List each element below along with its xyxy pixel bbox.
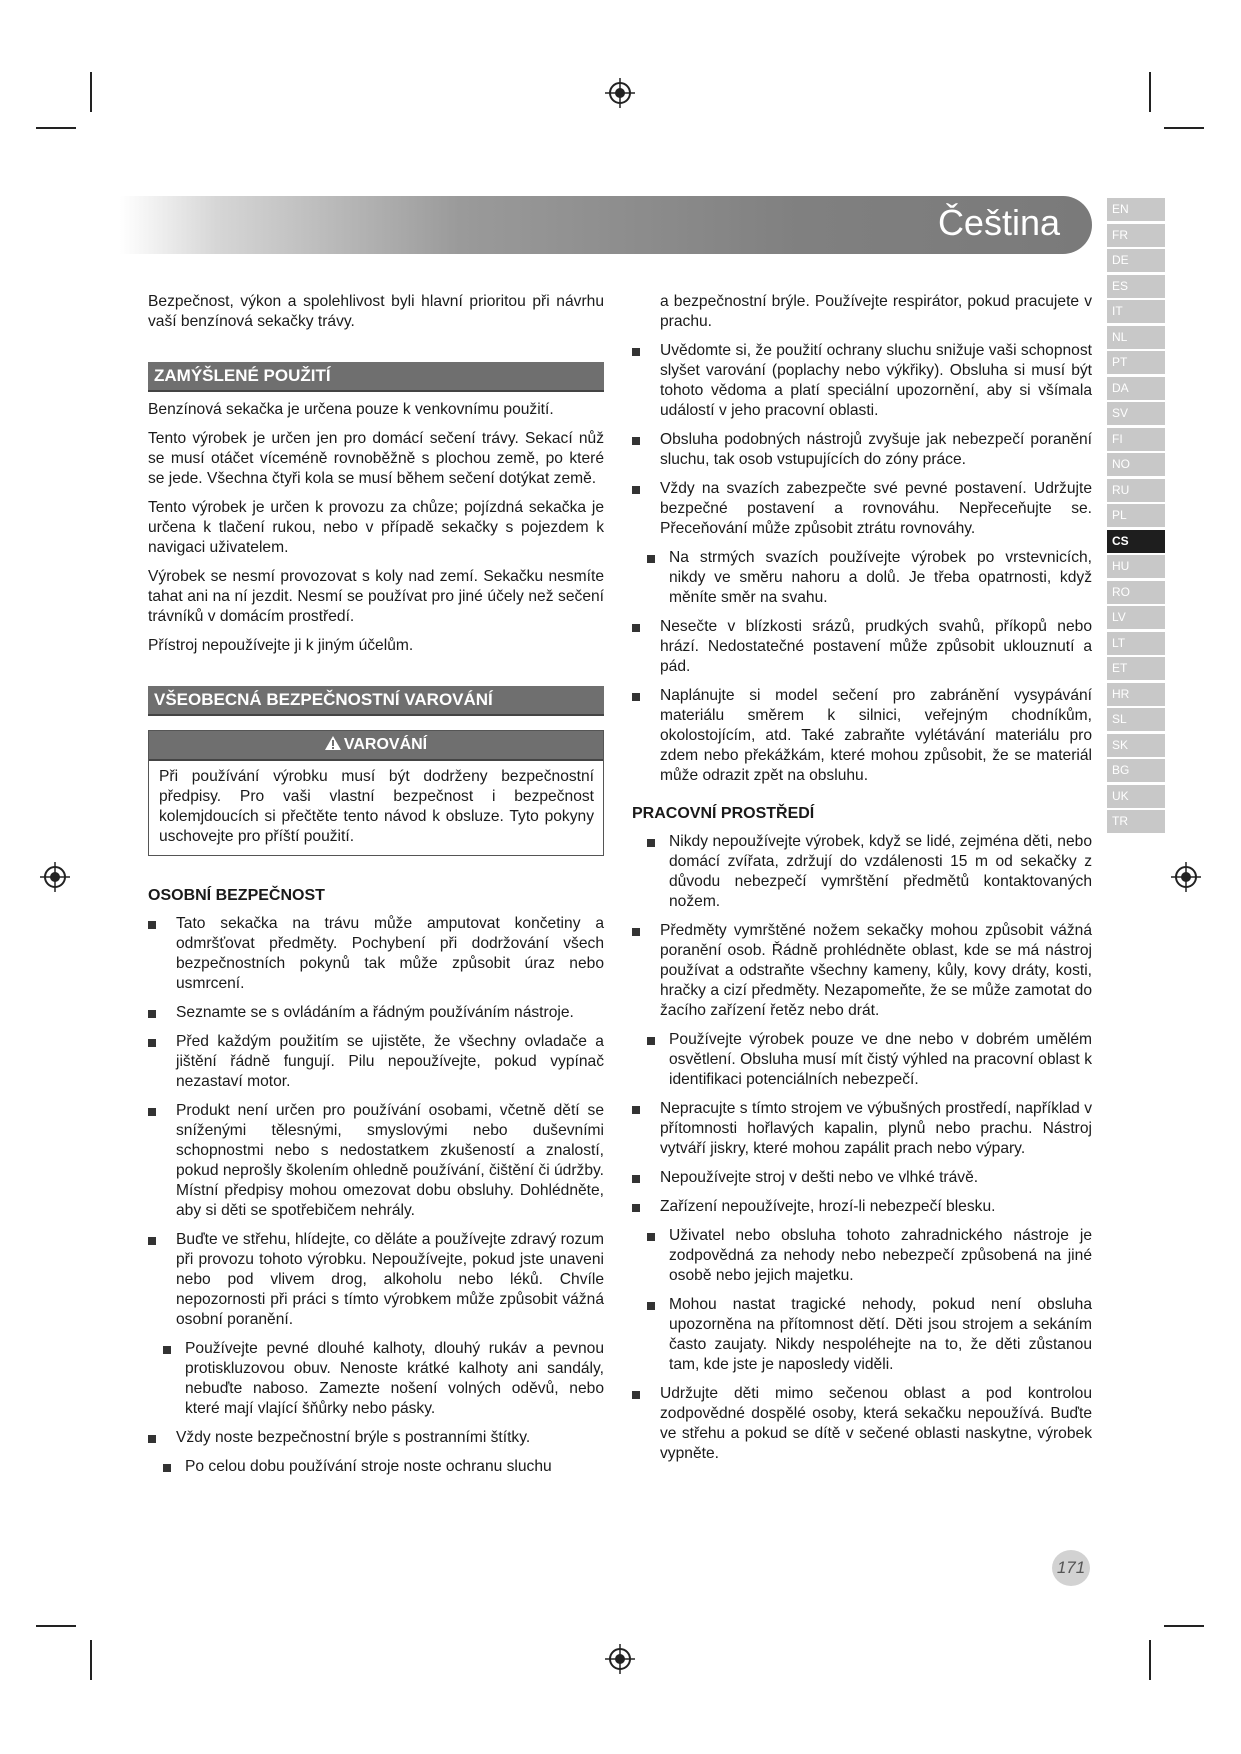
list-item: Mohou nastat tragické nehody, pokud není obsluha upozorněna na přítomnost dětí. Děti jsou strojem a sekáním často zaujaty. Nikdy nespoléhejte na to, že děti zůstanou tam, kde jste je naposledy viděli. bbox=[632, 1295, 1092, 1375]
language-tab-da[interactable]: DA bbox=[1107, 377, 1165, 400]
section-heading-work-area: PRACOVNÍ PROSTŘEDÍ bbox=[632, 805, 815, 822]
list-item: Zařízení nepoužívejte, hrozí-li nebezpečí blesku. bbox=[632, 1197, 1092, 1217]
right-column bbox=[632, 292, 1092, 1473]
section-heading-intended-use: ZAMÝŠLENÉ POUŽITÍ bbox=[148, 362, 604, 392]
language-tabs bbox=[1107, 198, 1165, 836]
list-item: Používejte pevné dlouhé kalhoty, dlouhý rukáv a pevnou protiskluzovou obuv. Nenoste krátké kalhoty ani sandály, nebuďte naboso. Zamezte nošení volných oděvů, nebo které mají vlající šňůrky nebo pásky. bbox=[148, 1339, 604, 1419]
left-column bbox=[148, 292, 604, 1486]
intended-use-paragraph: Výrobek se nesmí provozovat s koly nad zemí. Sekačku nesmíte tahat ani na ní jezdit. Nesmí se používat pro jiné účely než sečení trávníků v domácím prostředí. bbox=[148, 568, 604, 625]
list-item: Uživatel nebo obsluha tohoto zahradnického nástroje je zodpovědná za nehody nebo nebezpečí způsobená na jiné osobě nebo jejich majetku. bbox=[632, 1226, 1092, 1286]
crop-mark bbox=[1164, 127, 1204, 129]
language-tab-en[interactable]: EN bbox=[1107, 198, 1165, 221]
list-item: Nikdy nepoužívejte výrobek, když se lidé, zejména děti, nebo domácí zvířata, zdržují do vzdálenosti 15 m od sekačky z důvodu nebezpečí vymrštění předmětů kontaktovaných nožem. bbox=[632, 832, 1092, 912]
registration-mark-icon bbox=[1171, 862, 1201, 892]
list-item: Vždy noste bezpečnostní brýle s postranními štítky. bbox=[148, 1428, 604, 1448]
crop-mark bbox=[36, 1625, 76, 1627]
language-tab-ro[interactable]: RO bbox=[1107, 581, 1165, 604]
list-item: Nesečte v blízkosti srázů, prudkých svahů, příkopů nebo hrází. Nedostatečné postavení může způsobit uklouznutí a pád. bbox=[632, 617, 1092, 677]
list-item: Nepoužívejte stroj v dešti nebo ve vlhké trávě. bbox=[632, 1168, 1092, 1188]
language-tab-lv[interactable]: LV bbox=[1107, 606, 1165, 629]
language-tab-hr[interactable]: HR bbox=[1107, 683, 1165, 706]
intended-use-paragraph: Přístroj nepoužívejte ji k jiným účelům. bbox=[148, 637, 414, 654]
registration-mark-icon bbox=[605, 78, 635, 108]
language-tab-es[interactable]: ES bbox=[1107, 275, 1165, 298]
registration-mark-icon bbox=[40, 862, 70, 892]
language-tab-uk[interactable]: UK bbox=[1107, 785, 1165, 808]
list-item: Předměty vymrštěné nožem sekačky mohou způsobit vážná poranění osob. Řádně prohlédněte oblast, kde se má nástroj používat a odstraňte všechny kameny, kůly, kovy dráty, kosti, hračky a cizí předměty. Nezapomeňte, že se může zamotat do žacího zařízení řetěz nebo drát. bbox=[632, 921, 1092, 1021]
language-tab-ru[interactable]: RU bbox=[1107, 479, 1165, 502]
intended-use-paragraph: Tento výrobek je určen k provozu za chůze; pojízdná sekačka je určena k tlačení rukou, nebo v případě sekačky s pojezdem k navigaci uživatelem. bbox=[148, 499, 604, 556]
work-area-list bbox=[632, 832, 1092, 1464]
language-tab-cs[interactable]: CS bbox=[1107, 530, 1165, 553]
intro-text: Bezpečnost, výkon a spolehlivost byli hlavní prioritou při návrhu vaší benzínová sekačky trávy. bbox=[148, 293, 604, 330]
list-item: Uvědomte si, že použití ochrany sluchu snižuje vaši schopnost slyšet varování (poplachy nebo výkřiky). Obsluha si musí být tohoto vědoma a platí speciální upozornění, aby si všímala událostí v jeho pracovní oblasti. bbox=[632, 341, 1092, 421]
list-item: Produkt není určen pro používání osobami, včetně dětí se sníženými tělesnými, smyslovými nebo duševními schopnostmi nebo s nedostatkem zkušeností a znalostí, pokud neprošly školením ohledně používání, čištění či údržby. Místní předpisy mohou omezovat dobu obsluhy. Dohlédněte, aby si děti se spotřebičem nehrály. bbox=[148, 1101, 604, 1221]
language-tab-sl[interactable]: SL bbox=[1107, 708, 1165, 731]
warning-text: Při používání výrobku musí být dodrženy bezpečnostní předpisy. Pro vaši vlastní bezpečnost i bezpečnost kolemjdoucích si přečtěte tento návod k obsluze. Tyto pokyny uschovejte pro příští použití. bbox=[159, 768, 594, 845]
warning-triangle-icon bbox=[325, 736, 341, 750]
language-tab-fi[interactable]: FI bbox=[1107, 428, 1165, 451]
list-item: Buďte ve střehu, hlídejte, co děláte a používejte zdravý rozum při provozu tohoto výrobku. Nepoužívejte, pokud jste unaveni nebo pod vlivem drog, alkoholu nebo léků. Chvíle nepozornosti při práci s tímto výrobkem může způsobit vážná osobní poranění. bbox=[148, 1230, 604, 1330]
header-banner bbox=[120, 196, 1092, 254]
language-tab-sk[interactable]: SK bbox=[1107, 734, 1165, 757]
crop-mark bbox=[1164, 1625, 1204, 1627]
list-item: Používejte výrobek pouze ve dne nebo v dobrém umělém osvětlení. Obsluha musí mít čistý výhled na pracovní oblast k identifikaci potenciálních nebezpečí. bbox=[632, 1030, 1092, 1090]
language-tab-it[interactable]: IT bbox=[1107, 300, 1165, 323]
language-tab-tr[interactable]: TR bbox=[1107, 810, 1165, 833]
personal-safety-list bbox=[148, 914, 604, 1477]
language-tab-lt[interactable]: LT bbox=[1107, 632, 1165, 655]
continuation-text: a bezpečnostní brýle. Používejte respirátor, pokud pracujete v prachu. bbox=[660, 293, 1092, 330]
list-item: Po celou dobu používání stroje noste ochranu sluchu bbox=[148, 1457, 604, 1477]
warning-header bbox=[149, 731, 603, 761]
section-heading-personal-safety: OSOBNÍ BEZPEČNOST bbox=[148, 887, 325, 904]
list-item: Tato sekačka na trávu může amputovat končetiny a odmršťovat předměty. Pochybení při dodržování všech bezpečnostních pokynů tak může způsobit úraz nebo usmrcení. bbox=[148, 914, 604, 994]
language-tab-hu[interactable]: HU bbox=[1107, 555, 1165, 578]
language-tab-et[interactable]: ET bbox=[1107, 657, 1165, 680]
warning-box bbox=[148, 730, 604, 856]
list-item: Vždy na svazích zabezpečte své pevné postavení. Udržujte bezpečné postavení a rovnováhu. Nepřeceňujte se. Přeceňování může způsobit ztrátu rovnováhy. bbox=[632, 479, 1092, 539]
list-item: Obsluha podobných nástrojů zvyšuje jak nebezpečí poranění sluchu, tak osob vstupujících do zóny práce. bbox=[632, 430, 1092, 470]
crop-mark bbox=[36, 127, 76, 129]
registration-mark-icon bbox=[605, 1644, 635, 1674]
crop-mark bbox=[90, 1640, 92, 1680]
section-heading-general-safety: VŠEOBECNÁ BEZPEČNOSTNÍ VAROVÁNÍ bbox=[148, 686, 604, 716]
list-item: Před každým použitím se ujistěte, že všechny ovladače a jištění řádně fungují. Pilu nepoužívejte, pokud vypínač nezastaví motor. bbox=[148, 1032, 604, 1092]
language-tab-no[interactable]: NO bbox=[1107, 453, 1165, 476]
list-item: Nepracujte s tímto strojem ve výbušných prostředí, například v přítomnosti hořlavých kapalin, plynů nebo prachu. Nástroj vytváří jiskry, které mohou zapálit prach nebo výpary. bbox=[632, 1099, 1092, 1159]
page-number: 171 bbox=[1052, 1550, 1090, 1586]
crop-mark bbox=[1149, 1640, 1151, 1680]
list-item: Seznamte se s ovládáním a řádným používáním nástroje. bbox=[148, 1003, 604, 1023]
language-tab-sv[interactable]: SV bbox=[1107, 402, 1165, 425]
language-tab-bg[interactable]: BG bbox=[1107, 759, 1165, 782]
safety-list-continued bbox=[632, 341, 1092, 786]
language-tab-pl[interactable]: PL bbox=[1107, 504, 1165, 527]
intended-use-paragraph: Benzínová sekačka je určena pouze k venkovnímu použití. bbox=[148, 401, 554, 418]
language-tab-fr[interactable]: FR bbox=[1107, 224, 1165, 247]
list-item: Naplánujte si model sečení pro zabránění vysypávání materiálu směrem k silnici, veřejným chodníkům, okolostojícím, atd. Také zabraňte vylétávání materiálu pro zdem nebo překážkám, které mohou způsobit, že se materiál může odrazit zpět na obsluhu. bbox=[632, 686, 1092, 786]
intended-use-paragraph: Tento výrobek je určen jen pro domácí sečení trávy. Sekací nůž se musí otáčet víceméně rovnoběžně s plochou země, po které se jede. Všechna čtyři kola se musí během sečení dotýkat země. bbox=[148, 430, 604, 487]
warning-title: VAROVÁNÍ bbox=[343, 736, 428, 753]
crop-mark bbox=[90, 72, 92, 112]
list-item: Udržujte děti mimo sečenou oblast a pod kontrolou zodpovědné dospělé osoby, která sekačku nepoužívá. Buďte ve střehu a pokud se dítě v sečené oblasti naskytne, výrobek vypněte. bbox=[632, 1384, 1092, 1464]
list-item: Na strmých svazích používejte výrobek po vrstevnicích, nikdy ve směru nahoru a dolů. Je třeba opatrnosti, když měníte směr na svahu. bbox=[632, 548, 1092, 608]
crop-mark bbox=[1149, 72, 1151, 112]
language-tab-pt[interactable]: PT bbox=[1107, 351, 1165, 374]
language-tab-nl[interactable]: NL bbox=[1107, 326, 1165, 349]
language-tab-de[interactable]: DE bbox=[1107, 249, 1165, 272]
page-title: Čeština bbox=[937, 202, 1060, 243]
